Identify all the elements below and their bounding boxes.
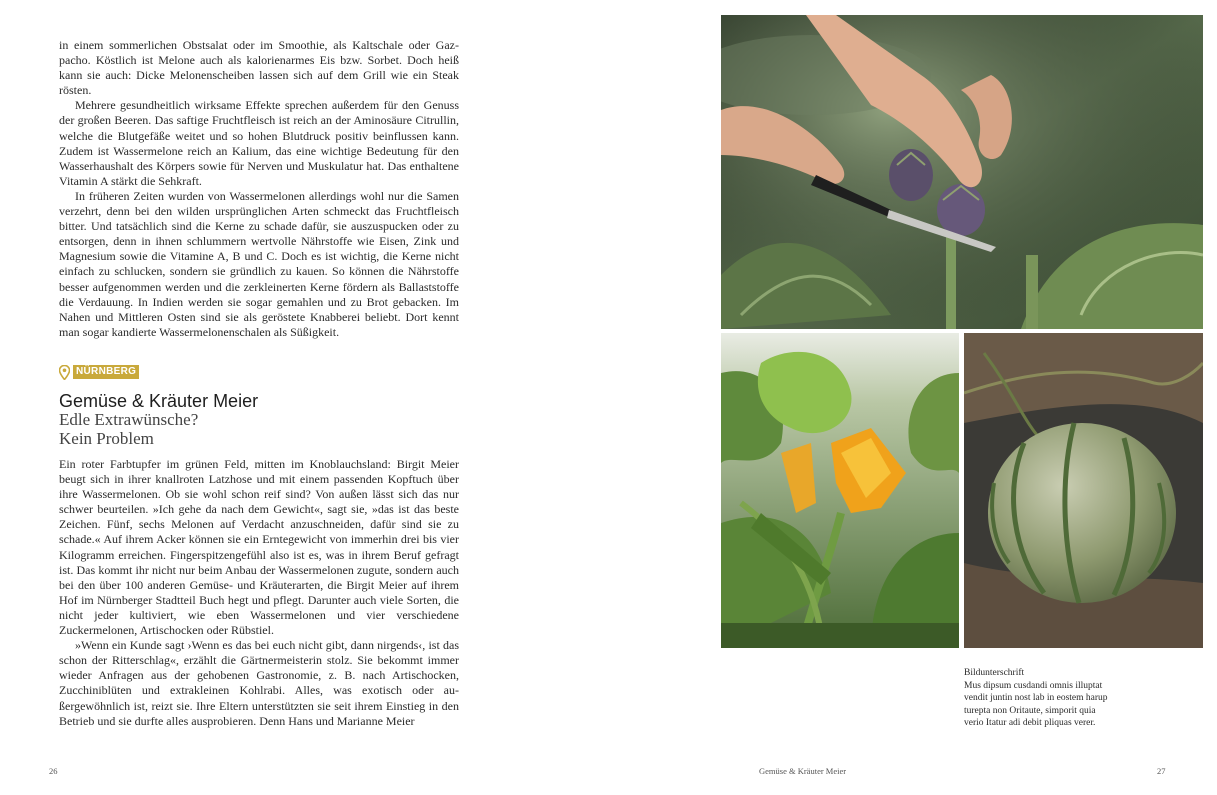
caption-line: verio Itatur adi debit pliquas verer. [964,718,1096,728]
body-text-top [59,38,459,340]
caption-title: Bildunterschrift [964,668,1025,678]
location-badge [59,364,139,380]
page-number-right: 27 [1157,766,1166,776]
article-subheading [59,410,459,448]
subheading-line: Kein Problem [59,429,154,448]
caption-line: vendit juntin nost lab in eostem harup [964,693,1108,703]
paragraph: In früheren Zeiten wurden von Wassermelonen allerdings wohl nur die Samen verzehrt, denn bei den wilden ursprünglichen Arten schmeckt das Fruchtfleisch bitter. Und tatsächlich sind die Kerne zu schade dafür, sie auszuspucken oder zu entsorgen, denn in ihnen schlummern wertvolle Nährstoffe wie Eisen, Zink und Magnesium sowie die Vitamine A, B und C. Doch es ist wichtig, die Kerne nicht einfach zu schlucken, sondern sie gründlich zu kauen. So können die Nährstoffe besser aufgenommen werden und die zerkleinerten Kerne fördern als Ballaststoffe die Verdauung. In Indien werden sie sogar gemahlen und zu Brot gebacken. Im Nahen und Mittleren Osten sind sie als geröstete Knabberei beliebt. Dort kennt man sogar kandierte Wassermelonenschalen als Süßigkeit. [59,188,459,339]
paragraph: »Wenn ein Kunde sagt ›Wenn es das bei euch nicht gibt, dann nirgends‹, ist das schon der Ritterschlag«, erzählt die Gärtnermeisterin stolz. Sie bekommt immer wieder Anfragen aus der gehobenen Gastronomie, z. B. nach Artischocken, Zucchiniblüten und extrakleinen Kohlrabi. Alles, was exotisch oder außergewöhnlich ist, reizt sie. Ihre Eltern unterstützten sie seit ihrem Einstieg in den Betrieb und sie durfte alles ausprobieren. Denn Hans und Marianne Meier [59,638,459,728]
caption-line: Mus dipsum cusdandi omnis illuptat [964,680,1103,691]
location-tag: NÜRNBERG [73,365,139,379]
paragraph: Ein roter Farbtupfer im grünen Feld, mitten im Knoblauchsland: Birgit Meier beugt sich in ihrer knallroten Latzhose und mit einem passenden Kopftuch über ihre Wassermelonen. Ob sie wohl schon reif sind? Von außen lässt sich das nur schwer beurteilen. »Ich gehe da nach dem Gewicht«, sagt sie, »das ist das beste Zeichen. Fünf, sechs Melonen auf Verdacht anzuschneiden, dafür sind sie zu schade.« Auf ihrem Acker können sie ein Erntegewicht von immerhin drei bis vier Kilogramm erreichen. Fingerspitzengefühl also ist es, was in ihrem Beruf gefragt ist. Das kommt ihr nicht nur beim Anbau der Wassermelonen zugute, sondern auch bei den über 100 anderen Gemüse- und Kräuterarten, die Birgit Meier auf ihrem Hof im Nürnberger Stadtteil Buch hegt und pflegt. Darunter auch viele Sorten, die nicht jeder kultiviert, wie eben Wassermelonen und vier verschiedene Zuckermelonen, Artischocken oder Rübstiel. [59,457,459,638]
photo-caption [964,667,1164,730]
paragraph: Mehrere gesundheitlich wirksame Effekte sprechen außerdem für den Genuss der großen Beeren. Das saftige Fruchtfleisch ist reich an der Aminosäure Citrullin, welche die Blutgefäße weitet und so hohen Blutdruck positiv beinflussen kann. Zudem ist Wassermelone reich an Kalium, das eine wichtige Bedeutung für den Wasserhaushalt des Körpers sowie für Nerven und Muskulatur hat. Das enthaltene Vitamin A stärkt die Sehkraft. [59,98,459,188]
paragraph: in einem sommerlichen Obstsalat oder im Smoothie, als Kaltschale oder Gazpacho. Köstlich ist Melone auch als kalorienarmes Eis bzw. Sorbet. Doch heiß kann sie auch: Dicke Melonenscheiben lassen sich auf dem Grill wie ein Steak rösten. [59,38,459,98]
subheading-line: Edle Extrawünsche? [59,410,199,429]
page-number-left: 26 [49,766,58,776]
photo-zucchini-flower [721,333,959,648]
map-pin-icon [59,365,70,380]
article-heading: Gemüse & Kräuter Meier [59,391,259,411]
body-text-bottom [59,457,459,729]
photo-cantaloupe [964,333,1203,648]
photo-artichoke-harvest [721,15,1203,329]
caption-line: turepta non Oritaute, simporit quia [964,705,1096,716]
running-title: Gemüse & Kräuter Meier [759,766,847,776]
